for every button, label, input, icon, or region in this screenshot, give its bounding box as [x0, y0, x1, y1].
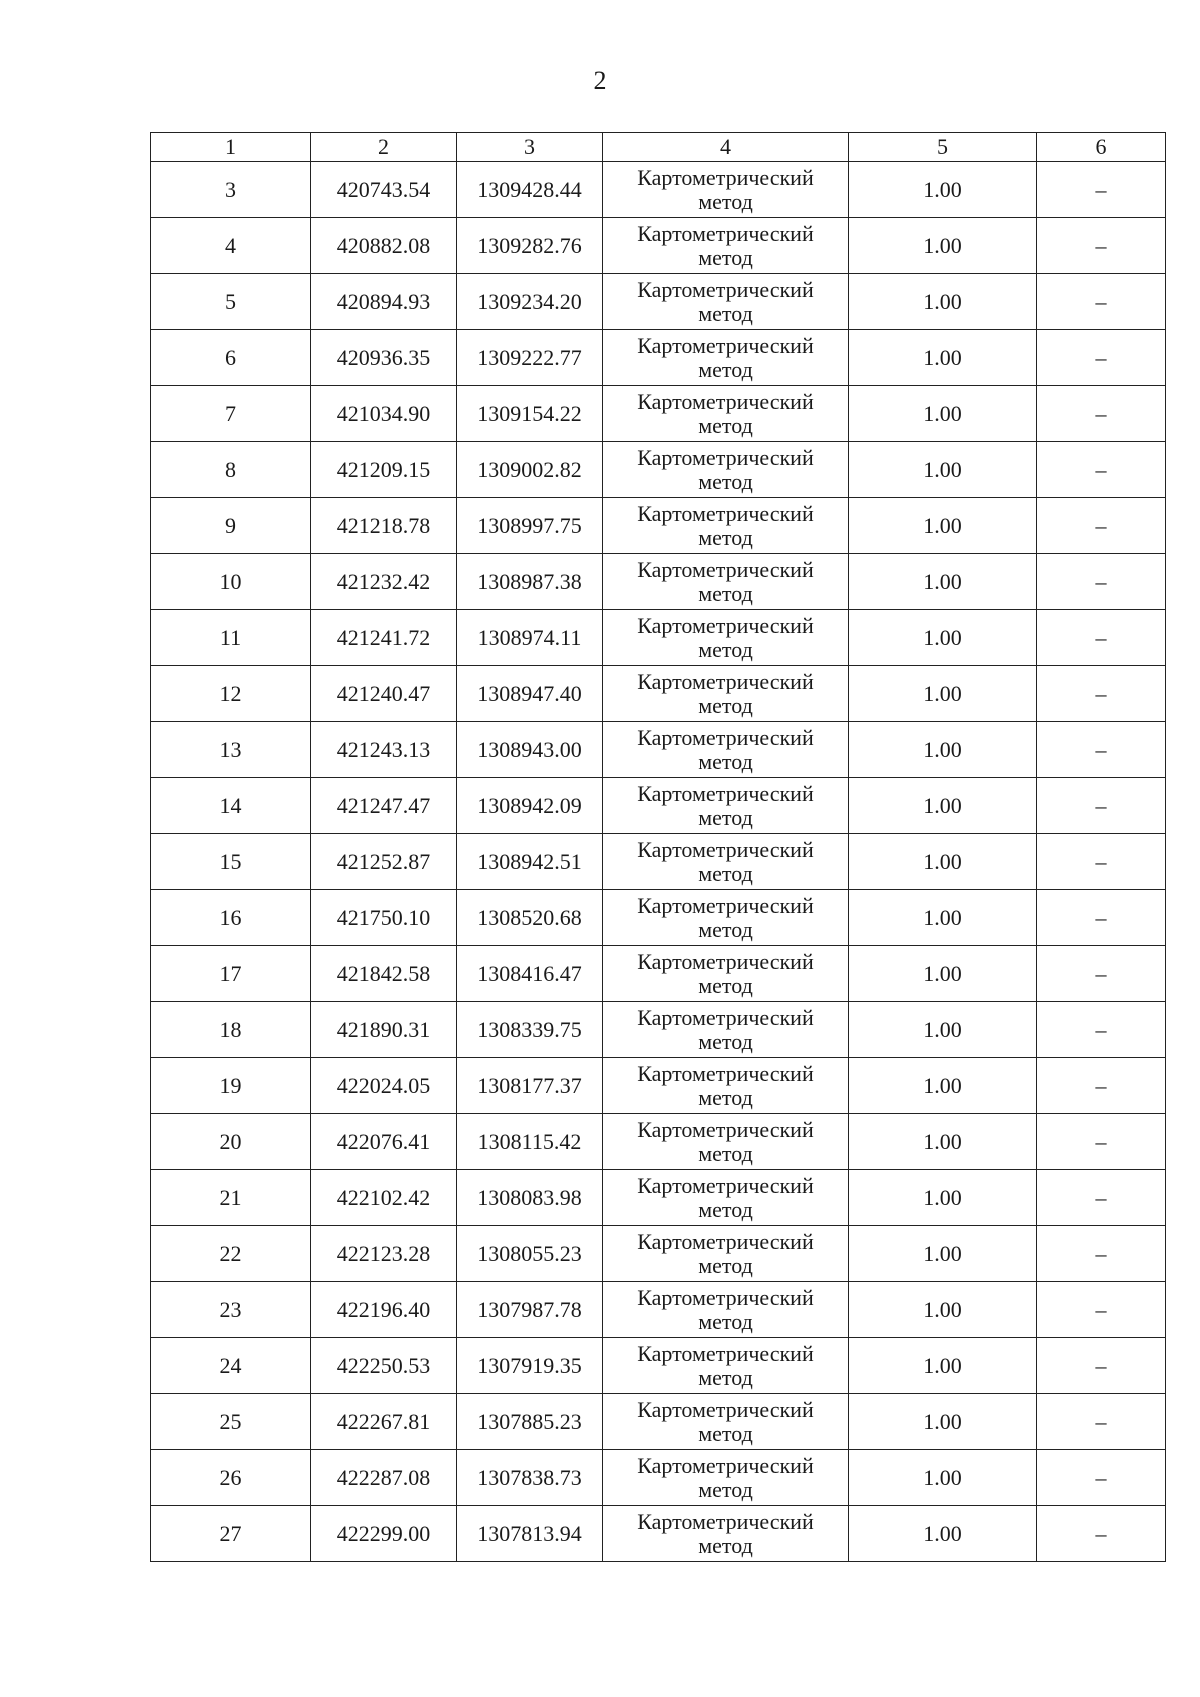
- accuracy-cell: 1.00: [849, 1058, 1037, 1114]
- method-line-1: Картометрический: [637, 556, 814, 582]
- note-cell: –: [1037, 778, 1166, 834]
- table-row: [151, 666, 1166, 722]
- point-number-cell: 27: [151, 1506, 311, 1562]
- table-row: [151, 1226, 1166, 1282]
- y-coordinate-cell: 1308083.98: [457, 1170, 603, 1226]
- method-cell: [603, 1338, 849, 1394]
- method-line-1: Картометрический: [637, 1340, 814, 1366]
- x-coordinate-cell: 420882.08: [311, 218, 457, 274]
- table-body: [151, 162, 1166, 1562]
- x-coordinate-cell: 422102.42: [311, 1170, 457, 1226]
- note-cell: –: [1037, 274, 1166, 330]
- method-cell: [603, 218, 849, 274]
- method-cell: [603, 722, 849, 778]
- method-line-1: Картометрический: [637, 220, 814, 246]
- method-cell: [603, 834, 849, 890]
- note-cell: –: [1037, 1170, 1166, 1226]
- method-line-2: метод: [698, 188, 753, 214]
- x-coordinate-cell: 422123.28: [311, 1226, 457, 1282]
- accuracy-cell: 1.00: [849, 1450, 1037, 1506]
- point-number-cell: 20: [151, 1114, 311, 1170]
- method-cell: [603, 1450, 849, 1506]
- method-cell: [603, 666, 849, 722]
- table-row: [151, 330, 1166, 386]
- method-cell: [603, 330, 849, 386]
- x-coordinate-cell: 421241.72: [311, 610, 457, 666]
- y-coordinate-cell: 1307987.78: [457, 1282, 603, 1338]
- method-cell: [603, 1282, 849, 1338]
- method-line-2: метод: [698, 1364, 753, 1390]
- point-number-cell: 14: [151, 778, 311, 834]
- x-coordinate-cell: 422267.81: [311, 1394, 457, 1450]
- table-row: [151, 162, 1166, 218]
- method-line-1: Картометрический: [637, 892, 814, 918]
- note-cell: –: [1037, 1114, 1166, 1170]
- y-coordinate-cell: 1308974.11: [457, 610, 603, 666]
- method-cell: [603, 274, 849, 330]
- method-cell: [603, 162, 849, 218]
- method-line-1: Картометрический: [637, 668, 814, 694]
- accuracy-cell: 1.00: [849, 1170, 1037, 1226]
- note-cell: –: [1037, 946, 1166, 1002]
- table-row: [151, 1170, 1166, 1226]
- method-line-2: метод: [698, 972, 753, 998]
- method-line-1: Картометрический: [637, 780, 814, 806]
- method-line-2: метод: [698, 1532, 753, 1558]
- accuracy-cell: 1.00: [849, 554, 1037, 610]
- accuracy-cell: 1.00: [849, 442, 1037, 498]
- x-coordinate-cell: 421842.58: [311, 946, 457, 1002]
- note-cell: –: [1037, 1394, 1166, 1450]
- y-coordinate-cell: 1309234.20: [457, 274, 603, 330]
- method-cell: [603, 1394, 849, 1450]
- method-cell: [603, 778, 849, 834]
- table-header: [151, 133, 1166, 162]
- method-line-2: метод: [698, 1140, 753, 1166]
- y-coordinate-cell: 1307838.73: [457, 1450, 603, 1506]
- note-cell: –: [1037, 218, 1166, 274]
- coordinates-table: [150, 132, 1166, 1562]
- method-line-1: Картометрический: [637, 724, 814, 750]
- point-number-cell: 4: [151, 218, 311, 274]
- method-line-2: метод: [698, 1028, 753, 1054]
- header-row: [151, 133, 1166, 162]
- method-line-1: Картометрический: [637, 444, 814, 470]
- method-line-2: метод: [698, 804, 753, 830]
- accuracy-cell: 1.00: [849, 722, 1037, 778]
- table-row: [151, 442, 1166, 498]
- method-line-1: Картометрический: [637, 332, 814, 358]
- method-line-1: Картометрический: [637, 948, 814, 974]
- point-number-cell: 6: [151, 330, 311, 386]
- table-row: [151, 554, 1166, 610]
- y-coordinate-cell: 1307885.23: [457, 1394, 603, 1450]
- accuracy-cell: 1.00: [849, 1114, 1037, 1170]
- method-line-2: метод: [698, 300, 753, 326]
- y-coordinate-cell: 1308055.23: [457, 1226, 603, 1282]
- y-coordinate-cell: 1309002.82: [457, 442, 603, 498]
- y-coordinate-cell: 1308997.75: [457, 498, 603, 554]
- accuracy-cell: 1.00: [849, 1226, 1037, 1282]
- point-number-cell: 3: [151, 162, 311, 218]
- accuracy-cell: 1.00: [849, 890, 1037, 946]
- point-number-cell: 17: [151, 946, 311, 1002]
- method-line-2: метод: [698, 916, 753, 942]
- method-line-2: метод: [698, 412, 753, 438]
- accuracy-cell: 1.00: [849, 610, 1037, 666]
- accuracy-cell: 1.00: [849, 834, 1037, 890]
- note-cell: –: [1037, 386, 1166, 442]
- y-coordinate-cell: 1309428.44: [457, 162, 603, 218]
- header-col-4: 4: [603, 133, 849, 162]
- header-col-2: 2: [311, 133, 457, 162]
- method-line-2: метод: [698, 356, 753, 382]
- method-line-2: метод: [698, 524, 753, 550]
- note-cell: –: [1037, 890, 1166, 946]
- x-coordinate-cell: 422076.41: [311, 1114, 457, 1170]
- method-line-1: Картометрический: [637, 1172, 814, 1198]
- point-number-cell: 5: [151, 274, 311, 330]
- method-line-2: метод: [698, 860, 753, 886]
- method-cell: [603, 1058, 849, 1114]
- note-cell: –: [1037, 1226, 1166, 1282]
- point-number-cell: 16: [151, 890, 311, 946]
- table-row: [151, 1058, 1166, 1114]
- note-cell: –: [1037, 498, 1166, 554]
- table-row: [151, 386, 1166, 442]
- table-row: [151, 890, 1166, 946]
- x-coordinate-cell: 421034.90: [311, 386, 457, 442]
- x-coordinate-cell: 420743.54: [311, 162, 457, 218]
- method-cell: [603, 498, 849, 554]
- method-cell: [603, 1506, 849, 1562]
- x-coordinate-cell: 420936.35: [311, 330, 457, 386]
- header-col-3: 3: [457, 133, 603, 162]
- x-coordinate-cell: 421209.15: [311, 442, 457, 498]
- note-cell: –: [1037, 666, 1166, 722]
- method-line-1: Картометрический: [637, 1116, 814, 1142]
- y-coordinate-cell: 1308987.38: [457, 554, 603, 610]
- point-number-cell: 8: [151, 442, 311, 498]
- method-line-2: метод: [698, 580, 753, 606]
- method-line-1: Картометрический: [637, 1508, 814, 1534]
- y-coordinate-cell: 1308416.47: [457, 946, 603, 1002]
- method-line-2: метод: [698, 1196, 753, 1222]
- point-number-cell: 10: [151, 554, 311, 610]
- header-col-5: 5: [849, 133, 1037, 162]
- header-col-1: 1: [151, 133, 311, 162]
- accuracy-cell: 1.00: [849, 666, 1037, 722]
- y-coordinate-cell: 1308177.37: [457, 1058, 603, 1114]
- y-coordinate-cell: 1309222.77: [457, 330, 603, 386]
- x-coordinate-cell: 421890.31: [311, 1002, 457, 1058]
- method-line-1: Картометрический: [637, 612, 814, 638]
- point-number-cell: 21: [151, 1170, 311, 1226]
- x-coordinate-cell: 422024.05: [311, 1058, 457, 1114]
- method-line-1: Картометрический: [637, 388, 814, 414]
- method-cell: [603, 554, 849, 610]
- method-line-1: Картометрический: [637, 1004, 814, 1030]
- note-cell: –: [1037, 442, 1166, 498]
- method-line-2: метод: [698, 468, 753, 494]
- table-row: [151, 1506, 1166, 1562]
- accuracy-cell: 1.00: [849, 778, 1037, 834]
- y-coordinate-cell: 1308115.42: [457, 1114, 603, 1170]
- note-cell: –: [1037, 1450, 1166, 1506]
- x-coordinate-cell: 422287.08: [311, 1450, 457, 1506]
- accuracy-cell: 1.00: [849, 1338, 1037, 1394]
- x-coordinate-cell: 421750.10: [311, 890, 457, 946]
- note-cell: –: [1037, 834, 1166, 890]
- point-number-cell: 26: [151, 1450, 311, 1506]
- point-number-cell: 19: [151, 1058, 311, 1114]
- y-coordinate-cell: 1308943.00: [457, 722, 603, 778]
- method-cell: [603, 1226, 849, 1282]
- note-cell: –: [1037, 610, 1166, 666]
- table-row: [151, 778, 1166, 834]
- y-coordinate-cell: 1307919.35: [457, 1338, 603, 1394]
- y-coordinate-cell: 1309282.76: [457, 218, 603, 274]
- method-line-1: Картометрический: [637, 500, 814, 526]
- method-cell: [603, 1002, 849, 1058]
- y-coordinate-cell: 1308339.75: [457, 1002, 603, 1058]
- accuracy-cell: 1.00: [849, 498, 1037, 554]
- method-line-2: метод: [698, 244, 753, 270]
- point-number-cell: 18: [151, 1002, 311, 1058]
- note-cell: –: [1037, 330, 1166, 386]
- method-line-2: метод: [698, 1308, 753, 1334]
- method-cell: [603, 1170, 849, 1226]
- table-row: [151, 1282, 1166, 1338]
- x-coordinate-cell: 421243.13: [311, 722, 457, 778]
- accuracy-cell: 1.00: [849, 946, 1037, 1002]
- accuracy-cell: 1.00: [849, 1002, 1037, 1058]
- method-cell: [603, 442, 849, 498]
- table-row: [151, 1394, 1166, 1450]
- y-coordinate-cell: 1307813.94: [457, 1506, 603, 1562]
- table-row: [151, 722, 1166, 778]
- method-line-2: метод: [698, 1252, 753, 1278]
- method-line-1: Картометрический: [637, 1396, 814, 1422]
- y-coordinate-cell: 1309154.22: [457, 386, 603, 442]
- point-number-cell: 13: [151, 722, 311, 778]
- x-coordinate-cell: 421252.87: [311, 834, 457, 890]
- table-row: [151, 498, 1166, 554]
- accuracy-cell: 1.00: [849, 1506, 1037, 1562]
- method-line-2: метод: [698, 1476, 753, 1502]
- note-cell: –: [1037, 1338, 1166, 1394]
- accuracy-cell: 1.00: [849, 386, 1037, 442]
- table-row: [151, 1114, 1166, 1170]
- x-coordinate-cell: 421218.78: [311, 498, 457, 554]
- point-number-cell: 11: [151, 610, 311, 666]
- y-coordinate-cell: 1308942.51: [457, 834, 603, 890]
- method-line-1: Картометрический: [637, 836, 814, 862]
- note-cell: –: [1037, 1282, 1166, 1338]
- point-number-cell: 22: [151, 1226, 311, 1282]
- accuracy-cell: 1.00: [849, 330, 1037, 386]
- x-coordinate-cell: 422250.53: [311, 1338, 457, 1394]
- point-number-cell: 15: [151, 834, 311, 890]
- table-row: [151, 610, 1166, 666]
- x-coordinate-cell: 422299.00: [311, 1506, 457, 1562]
- note-cell: –: [1037, 554, 1166, 610]
- accuracy-cell: 1.00: [849, 1394, 1037, 1450]
- point-number-cell: 12: [151, 666, 311, 722]
- x-coordinate-cell: 421247.47: [311, 778, 457, 834]
- method-line-1: Картометрический: [637, 1060, 814, 1086]
- method-cell: [603, 1114, 849, 1170]
- point-number-cell: 9: [151, 498, 311, 554]
- accuracy-cell: 1.00: [849, 162, 1037, 218]
- method-line-2: метод: [698, 692, 753, 718]
- table-row: [151, 946, 1166, 1002]
- x-coordinate-cell: 422196.40: [311, 1282, 457, 1338]
- accuracy-cell: 1.00: [849, 218, 1037, 274]
- method-line-2: метод: [698, 636, 753, 662]
- x-coordinate-cell: 421240.47: [311, 666, 457, 722]
- method-line-1: Картометрический: [637, 1452, 814, 1478]
- point-number-cell: 7: [151, 386, 311, 442]
- method-line-2: метод: [698, 748, 753, 774]
- accuracy-cell: 1.00: [849, 1282, 1037, 1338]
- method-line-1: Картометрический: [637, 276, 814, 302]
- method-cell: [603, 610, 849, 666]
- table-row: [151, 1338, 1166, 1394]
- note-cell: –: [1037, 722, 1166, 778]
- y-coordinate-cell: 1308520.68: [457, 890, 603, 946]
- point-number-cell: 24: [151, 1338, 311, 1394]
- table-row: [151, 1450, 1166, 1506]
- note-cell: –: [1037, 1058, 1166, 1114]
- method-cell: [603, 946, 849, 1002]
- method-line-2: метод: [698, 1420, 753, 1446]
- method-cell: [603, 386, 849, 442]
- method-cell: [603, 890, 849, 946]
- page-number: 2: [593, 66, 607, 95]
- method-line-1: Картометрический: [637, 1284, 814, 1310]
- point-number-cell: 23: [151, 1282, 311, 1338]
- x-coordinate-cell: 420894.93: [311, 274, 457, 330]
- table-row: [151, 274, 1166, 330]
- table-row: [151, 834, 1166, 890]
- y-coordinate-cell: 1308942.09: [457, 778, 603, 834]
- y-coordinate-cell: 1308947.40: [457, 666, 603, 722]
- method-line-1: Картометрический: [637, 1228, 814, 1254]
- point-number-cell: 25: [151, 1394, 311, 1450]
- note-cell: –: [1037, 1506, 1166, 1562]
- note-cell: –: [1037, 162, 1166, 218]
- table-row: [151, 218, 1166, 274]
- accuracy-cell: 1.00: [849, 274, 1037, 330]
- table-row: [151, 1002, 1166, 1058]
- x-coordinate-cell: 421232.42: [311, 554, 457, 610]
- note-cell: –: [1037, 1002, 1166, 1058]
- header-col-6: 6: [1037, 133, 1166, 162]
- method-line-1: Картометрический: [637, 164, 814, 190]
- method-line-2: метод: [698, 1084, 753, 1110]
